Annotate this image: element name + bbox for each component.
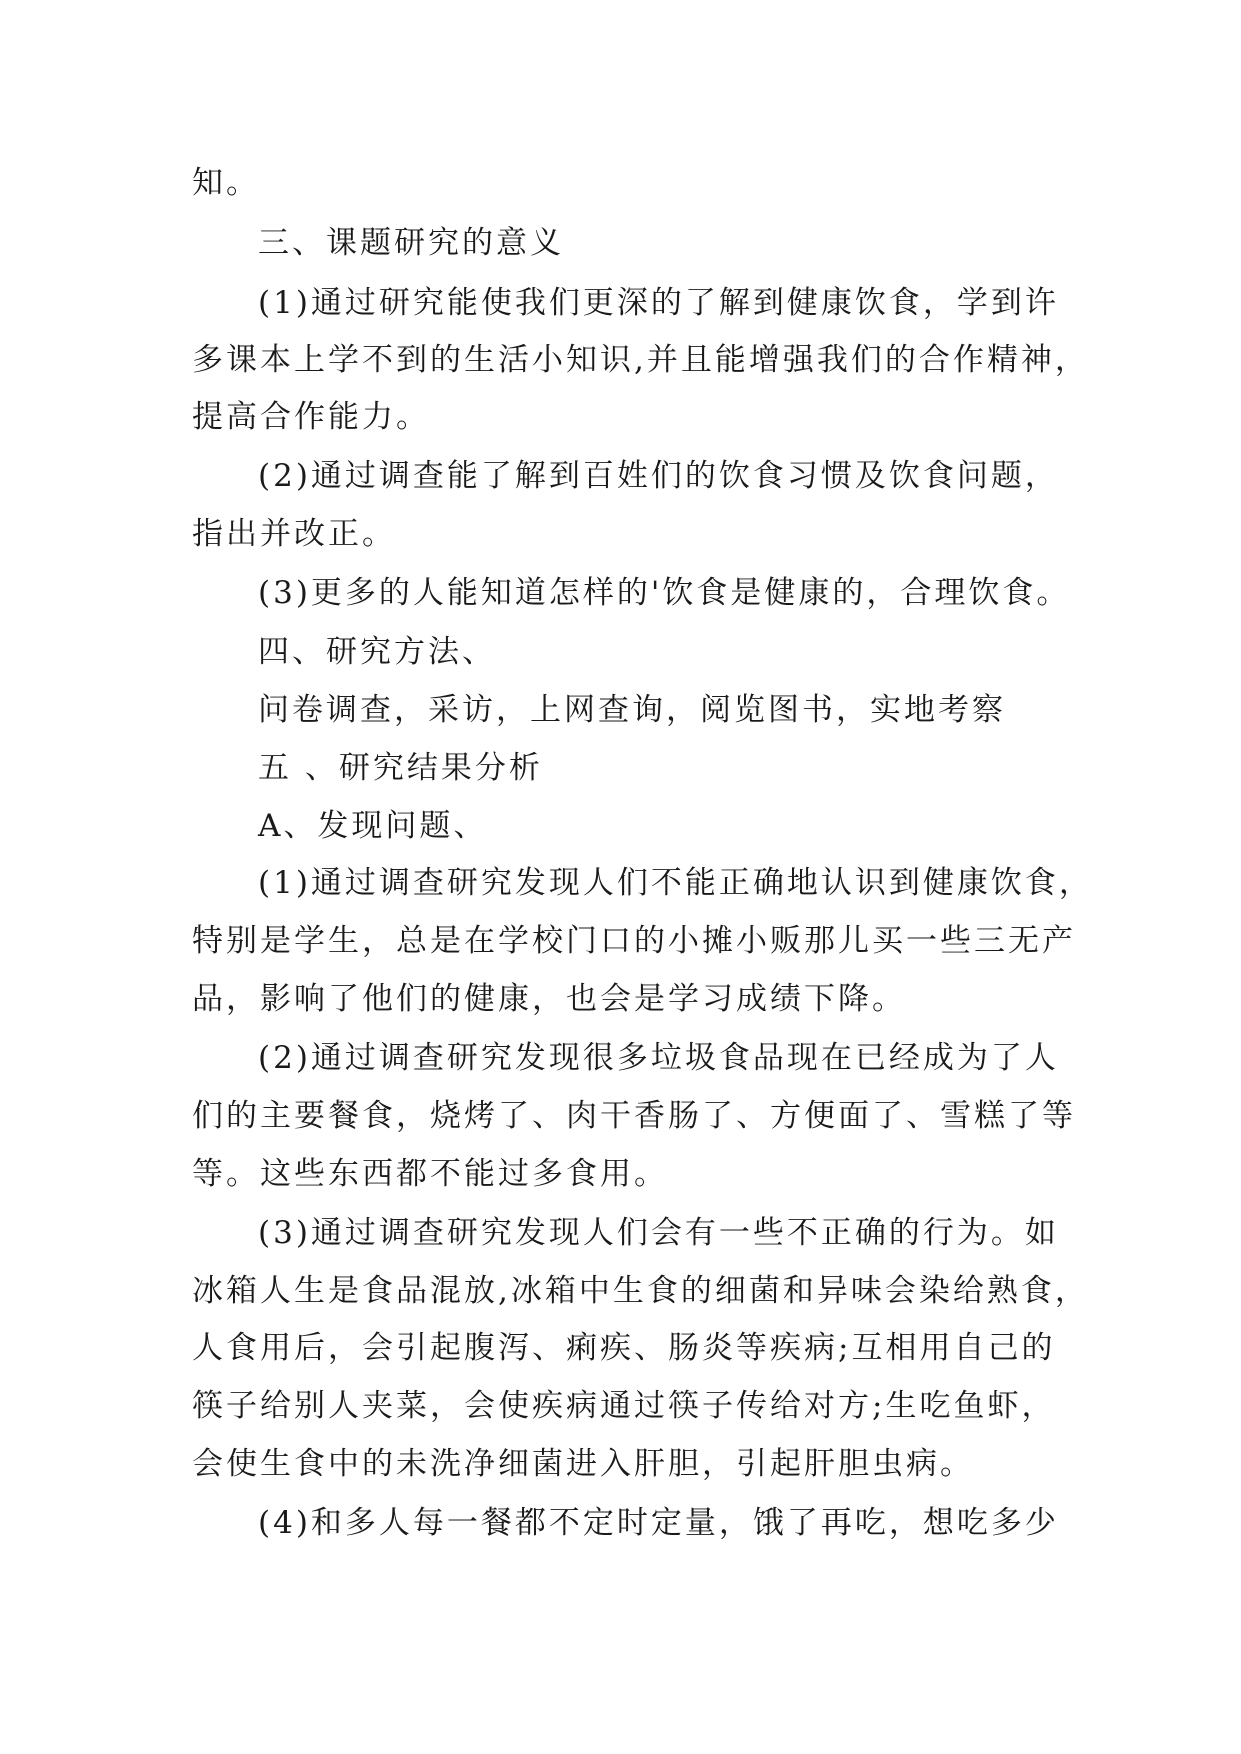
paragraph-line: (4)和多人每一餐都不定时定量，饿了再吃，想吃多少	[258, 1505, 1059, 1541]
paragraph-line: 指出并改正。	[192, 516, 396, 552]
section-heading: 三、课题研究的意义	[258, 225, 564, 261]
subsection-heading: A、发现问题、	[258, 808, 488, 844]
paragraph-line: 品，影响了他们的健康，也会是学习成绩下降。	[192, 981, 906, 1017]
paragraph-line: 冰箱人生是食品混放,冰箱中生食的细菌和异味会染给熟食，	[192, 1273, 1089, 1309]
paragraph-line: 筷子给别人夹菜，会使疾病通过筷子传给对方;生吃鱼虾，	[192, 1388, 1056, 1424]
paragraph-line: 知。	[192, 165, 260, 201]
paragraph-line: 等。这些东西都不能过多食用。	[192, 1156, 668, 1192]
section-heading: 五 、研究结果分析	[258, 750, 543, 786]
paragraph-line: (1)通过调查研究发现人们不能正确地认识到健康饮食，	[258, 865, 1093, 901]
paragraph-line: (3)通过调查研究发现人们会有一些不正确的行为。如	[258, 1215, 1059, 1251]
paragraph-line: (1)通过研究能使我们更深的了解到健康饮食，学到许	[258, 285, 1059, 321]
paragraph-line: 会使生食中的未洗净细菌进入肝胆，引起肝胆虫病。	[192, 1446, 974, 1482]
paragraph-line: 多课本上学不到的生活小知识,并且能增强我们的合作精神，	[192, 342, 1089, 378]
paragraph-line: 们的主要餐食，烧烤了、肉干香肠了、方便面了、雪糕了等	[192, 1098, 1076, 1134]
paragraph-line: 特别是学生，总是在学校门口的小摊小贩那儿买一些三无产	[192, 923, 1076, 959]
paragraph-line: (2)通过调查研究发现很多垃圾食品现在已经成为了人	[258, 1040, 1059, 1076]
paragraph-line: 人食用后，会引起腹泻、痢疾、肠炎等疾病;互相用自己的	[192, 1330, 1056, 1366]
paragraph-line: 问卷调查，采访，上网查询，阅览图书，实地考察	[258, 692, 1006, 728]
paragraph-line: (2)通过调查能了解到百姓们的饮食习惯及饮食问题，	[258, 458, 1059, 494]
paragraph-line: (3)更多的人能知道怎样的'饮食是健康的，合理饮食。	[258, 575, 1071, 611]
section-heading: 四、研究方法、	[258, 634, 496, 670]
paragraph-line: 提高合作能力。	[192, 399, 430, 435]
